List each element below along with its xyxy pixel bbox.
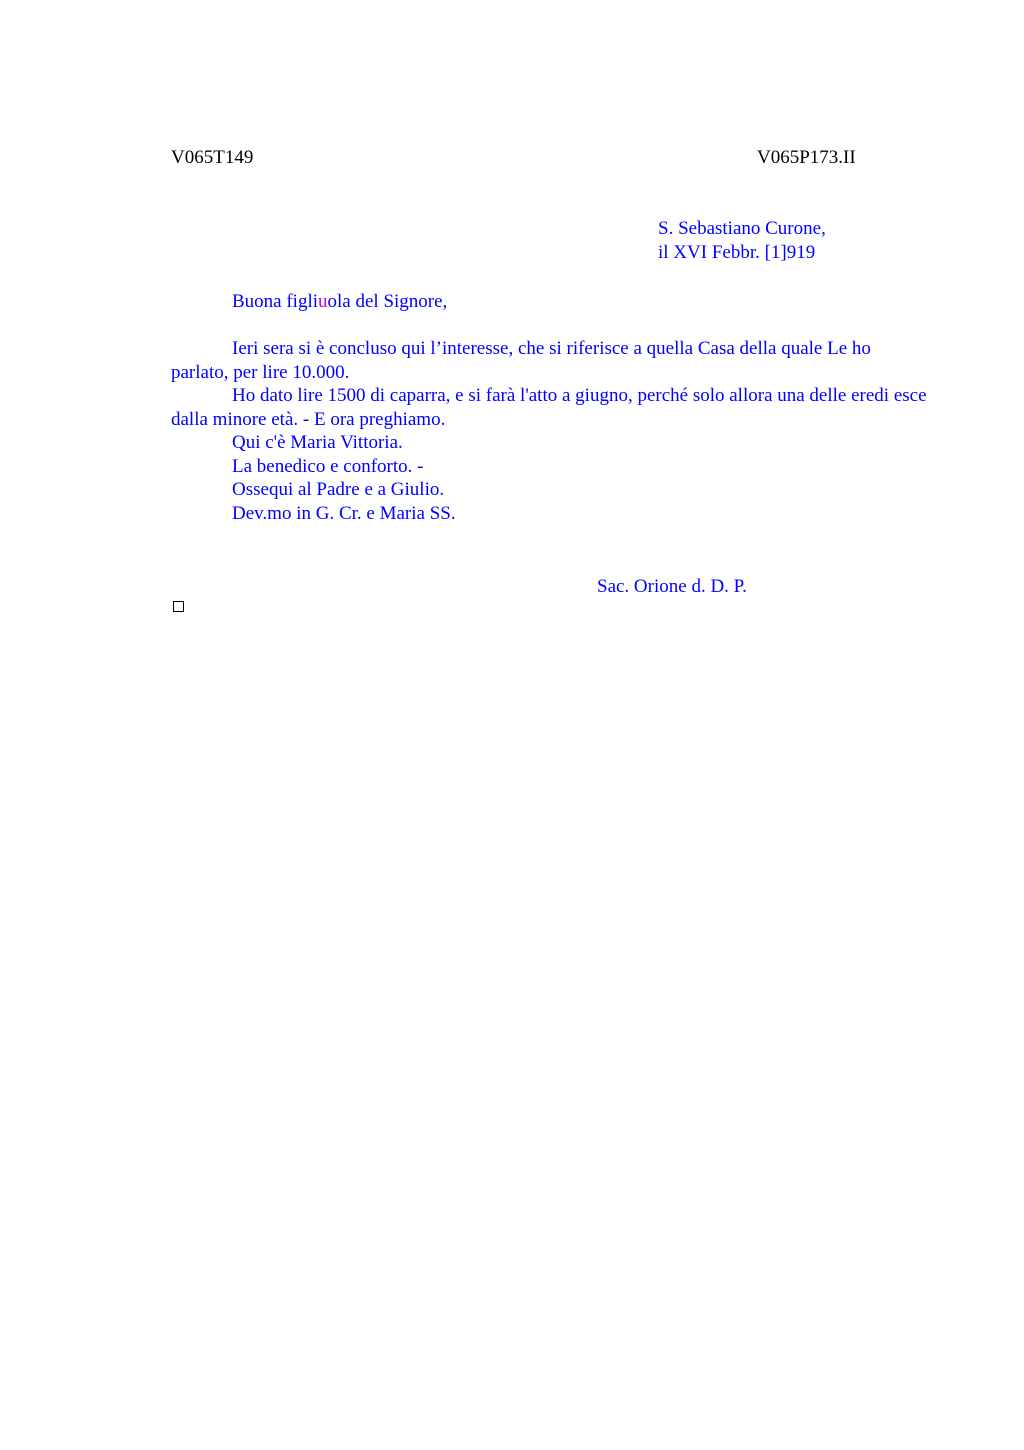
document-reference-left: V065T149: [171, 147, 254, 168]
letter-paragraph: Ossequi al Padre e a Giulio.: [232, 479, 445, 500]
letter-paragraph: Ho dato lire 1500 di caparra, e si farà l'atto a giugno, perché solo allora una delle eredi esce dalla minore età. - E ora preghiamo.: [171, 385, 927, 430]
document-reference-right: V065P173.II: [757, 147, 856, 168]
salutation-highlight: u: [318, 291, 328, 312]
date-line: il XVI Febbr. [1]919: [658, 241, 816, 263]
letter-paragraph: Dev.mo in G. Cr. e Maria SS.: [232, 502, 456, 524]
place-line: S. Sebastiano Curone,: [658, 218, 826, 239]
salutation-part-2: ola del Signore,: [327, 291, 448, 312]
signature: Sac. Orione d. D. P.: [597, 576, 747, 597]
letter-body: [171, 337, 931, 525]
checkbox-square-icon: [173, 601, 184, 612]
salutation-part-1: Buona figli: [232, 291, 319, 312]
place-date-block: [658, 217, 826, 264]
letter-paragraph: Ieri sera si è concluso qui l’interesse, che si riferisce a quella Casa della quale Le ho parlato, per lire 10.000.: [171, 338, 871, 383]
letter-paragraph: La benedico e conforto. -: [232, 455, 424, 477]
letter-paragraph: Qui c'è Maria Vittoria.: [232, 432, 403, 453]
salutation: [232, 290, 447, 314]
